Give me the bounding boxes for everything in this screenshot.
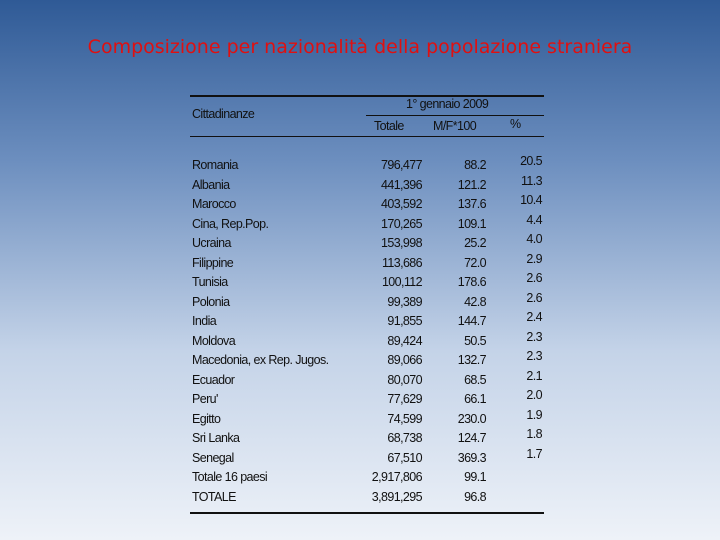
total-cell: 441,396 xyxy=(381,177,422,192)
country-cell: Cina, Rep.Pop. xyxy=(192,216,269,231)
total-cell: 403,592 xyxy=(381,197,422,211)
ratio-cell: 68.5 xyxy=(464,372,486,387)
ratio-cell: 50.5 xyxy=(464,333,486,348)
ratio-cell: 25.2 xyxy=(464,236,486,250)
pct-cell: 11.3 xyxy=(520,173,542,188)
country-cell: Albania xyxy=(192,177,230,192)
country-cell: Egitto xyxy=(192,411,221,426)
pct-cell: 2.1 xyxy=(526,368,542,383)
country-cell: Sri Lanka xyxy=(192,431,240,445)
country-cell: India xyxy=(192,314,217,328)
total-cell: 796,477 xyxy=(381,158,422,172)
total-cell: 113,686 xyxy=(381,255,422,270)
country-cell: Tunisia xyxy=(192,275,228,289)
total-cell: 77,629 xyxy=(387,392,422,406)
country-cell: Marocco xyxy=(192,197,236,211)
pct-cell: 2.9 xyxy=(526,251,542,266)
ratio-cell: 88.2 xyxy=(464,158,486,172)
header-ratio: M/F*100 xyxy=(433,119,477,133)
ratio-cell: 121.2 xyxy=(457,177,486,192)
ratio-cell: 178.6 xyxy=(457,275,486,289)
ratio-cell: 369.3 xyxy=(457,450,486,465)
total-cell: 68,738 xyxy=(387,431,422,445)
country-cell: Polonia xyxy=(192,294,230,309)
slide-title: Composizione per nazionalità della popolazione straniera xyxy=(87,36,633,58)
total-cell: 91,855 xyxy=(387,314,422,328)
header-bottom-rule xyxy=(190,136,544,137)
pct-cell: 2.3 xyxy=(526,349,542,363)
ratio-cell: 42.8 xyxy=(464,294,486,309)
total-cell: 170,265 xyxy=(381,216,422,231)
total-cell: 100,112 xyxy=(381,275,422,289)
pct-cell: 10.4 xyxy=(520,193,542,207)
header-total: Totale xyxy=(374,119,404,133)
ratio-cell: 137.6 xyxy=(457,197,486,211)
total-cell: 99,389 xyxy=(387,294,422,309)
total-cell: 153,998 xyxy=(381,236,422,250)
pct-cell: 4.0 xyxy=(526,232,542,246)
pct-cell: 2.0 xyxy=(526,388,542,402)
period-underline xyxy=(366,115,544,116)
pct-cell: 1.7 xyxy=(526,446,542,461)
country-cell: Romania xyxy=(192,158,238,172)
pct-cell: 1.8 xyxy=(526,427,542,441)
header-country: Cittadinanze xyxy=(192,107,255,121)
total-cell: 74,599 xyxy=(387,411,422,426)
total-cell: 2,917,806 xyxy=(371,470,422,484)
ratio-cell: 132.7 xyxy=(457,353,486,367)
pct-cell: 2.6 xyxy=(526,271,542,285)
header-period: 1° gennaio 2009 xyxy=(406,97,489,111)
country-cell: Totale 16 paesi xyxy=(192,470,268,484)
ratio-cell: 96.8 xyxy=(464,489,486,504)
table-top-rule xyxy=(190,95,544,97)
table-bottom-rule xyxy=(190,512,544,514)
pct-cell: 1.9 xyxy=(526,407,542,422)
total-cell: 67,510 xyxy=(387,450,422,465)
total-cell: 80,070 xyxy=(387,372,422,387)
ratio-cell: 66.1 xyxy=(464,392,486,406)
country-cell: Ucraina xyxy=(192,236,231,250)
pct-cell: 4.4 xyxy=(526,212,542,227)
ratio-cell: 72.0 xyxy=(464,255,486,270)
total-cell: 3,891,295 xyxy=(371,489,422,504)
nationality-table xyxy=(190,95,544,515)
ratio-cell: 230.0 xyxy=(457,411,486,426)
total-cell: 89,066 xyxy=(387,353,422,367)
country-cell: Senegal xyxy=(192,450,234,465)
pct-cell: 2.6 xyxy=(526,290,542,305)
country-cell: Macedonia, ex Rep. Jugos. xyxy=(192,353,329,367)
country-cell: Moldova xyxy=(192,333,236,348)
country-cell: Filippine xyxy=(192,255,234,270)
pct-cell: 2.4 xyxy=(526,310,542,324)
ratio-cell: 99.1 xyxy=(464,470,486,484)
ratio-cell: 124.7 xyxy=(457,431,486,445)
ratio-cell: 109.1 xyxy=(457,216,486,231)
country-cell: Peru' xyxy=(192,392,218,406)
total-cell: 89,424 xyxy=(387,333,422,348)
country-cell: Ecuador xyxy=(192,372,235,387)
pct-cell: 20.5 xyxy=(520,154,542,168)
pct-cell: 2.3 xyxy=(526,329,542,344)
country-cell: TOTALE xyxy=(192,489,236,504)
ratio-cell: 144.7 xyxy=(457,314,486,328)
header-pct: % xyxy=(510,117,521,131)
